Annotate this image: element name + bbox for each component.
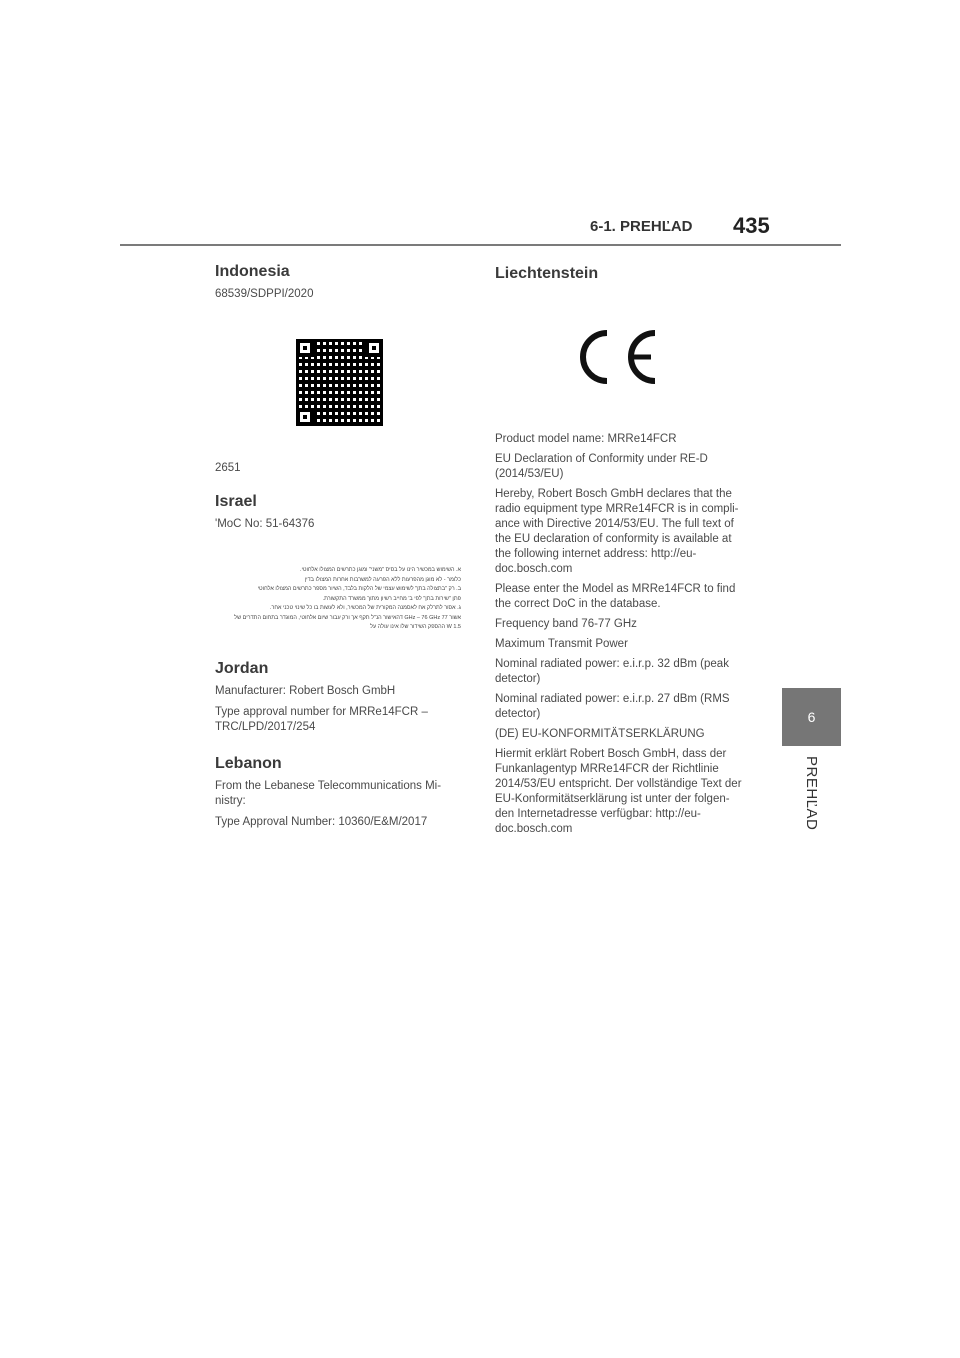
israel-hebrew-notice [218, 566, 461, 633]
jordan-type-approval: Type approval number for MRRe14FCR – TRC/LPD/2017/254 [215, 706, 428, 733]
liechtenstein-section [495, 265, 745, 283]
israel-moc: 'MoC No: 51-64376 [215, 518, 315, 530]
eu-declaration-heading: EU Declaration of Conformity under RE-D (2014/53/EU) [495, 453, 708, 480]
indonesia-title: Indonesia [215, 263, 290, 280]
jordan-section [215, 660, 465, 735]
power-rms: Nominal radiated power: e.i.r.p. 27 dBm (RMS detector) [495, 693, 730, 720]
qr-finder-top-right [365, 339, 383, 357]
ce-mark-icon [577, 327, 661, 387]
liechtenstein-body [495, 432, 745, 837]
indonesia-code: 68539/SDPPI/2020 [215, 288, 314, 300]
de-declaration-heading: (DE) EU-KONFORMITÄTSERKLÄRUNG [495, 728, 705, 740]
declaration-text: Hereby, Robert Bosch GmbH declares that the radio equipment type MRRe14FCR is in compli-ance with Directive 2014/53/EU. The full text of the EU declaration of conformity is available at the following internet address: http://eu-doc.bosch.com [495, 488, 739, 575]
hebrew-line: פתן "שירות בתן" לפי ב' מחייב רשיון מתוך ממשרד התקשורת. [322, 595, 461, 602]
qr-finder-top-left [296, 339, 314, 357]
jordan-manufacturer: Manufacturer: Robert Bosch GmbH [215, 685, 396, 697]
lebanon-type-approval: Type Approval Number: 10360/E&M/2017 [215, 816, 428, 828]
hebrew-line: א. השימוש במכשיר הינו על בסיס "משני" ומוגן כתרשים המצולו אלחוטי. [299, 567, 461, 573]
header-divider [120, 244, 841, 246]
qr-code-icon [296, 339, 383, 426]
qr-finder-bottom-left [296, 408, 314, 426]
product-model-name: Product model name: MRRe14FCR [495, 433, 677, 445]
israel-section [215, 493, 465, 532]
liechtenstein-title: Liechtenstein [495, 265, 599, 282]
chapter-label: PREHĽAD [803, 756, 820, 831]
lebanon-title: Lebanon [215, 755, 282, 772]
power-peak: Nominal radiated power: e.i.r.p. 32 dBm (peak detector) [495, 658, 729, 685]
indonesia-number-block [215, 461, 465, 476]
model-instruction: Please enter the Model as MRRe14FCR to find the correct DoC in the database. [495, 583, 736, 610]
page-number: 435 [733, 213, 770, 238]
chapter-tab[interactable] [782, 688, 841, 746]
section-title: 6-1. PREHĽAD [590, 218, 693, 235]
indonesia-number: 2651 [215, 462, 241, 474]
lebanon-from: From the Lebanese Telecommunications Mi-nistry: [215, 780, 442, 807]
indonesia-section [215, 263, 465, 302]
israel-title: Israel [215, 493, 257, 510]
de-declaration-text: Hiermit erklärt Robert Bosch GmbH, dass der Funkanlagentyp MRRe14FCR der Richtlinie 2014/53/EU entspricht. Der vollständige Text der EU-Konformitätserklärung ist unter der folgen-den Internetadresse verfügbar: http://eu-doc.bosch.com [495, 748, 742, 835]
jordan-title: Jordan [215, 660, 269, 677]
hebrew-line: ג. אסור לתרלק אח לאסמנה המקורית של המכשיר, ולא לעשות בו כל שינוי טכני אחר. [269, 605, 461, 611]
lebanon-section [215, 755, 465, 830]
max-transmit-power: Maximum Transmit Power [495, 638, 628, 650]
hebrew-line: W 1.5 ההספק השידור שלו אינו עולה על [370, 624, 461, 630]
frequency-band: Frequency band 76-77 GHz [495, 618, 637, 630]
hebrew-line: כלומר - לא מוגן מהפרעות ללא הפרעה למשרבות אחרות המצולו בדין [304, 576, 461, 583]
hebrew-line: ב. רק "בתצולה בתן" לשימוש עצמי של הלקות בלבד, השיור מספר כתרשים המצולו אלחוטי [257, 586, 461, 592]
hebrew-line: אשור 77 GHz – 76 GHz דהאישור הנ"ל תקף אך ורק עבור שיום אלחוטי, המוגדר בתחום התדרים של [234, 614, 461, 621]
chapter-number: 6 [807, 709, 816, 725]
